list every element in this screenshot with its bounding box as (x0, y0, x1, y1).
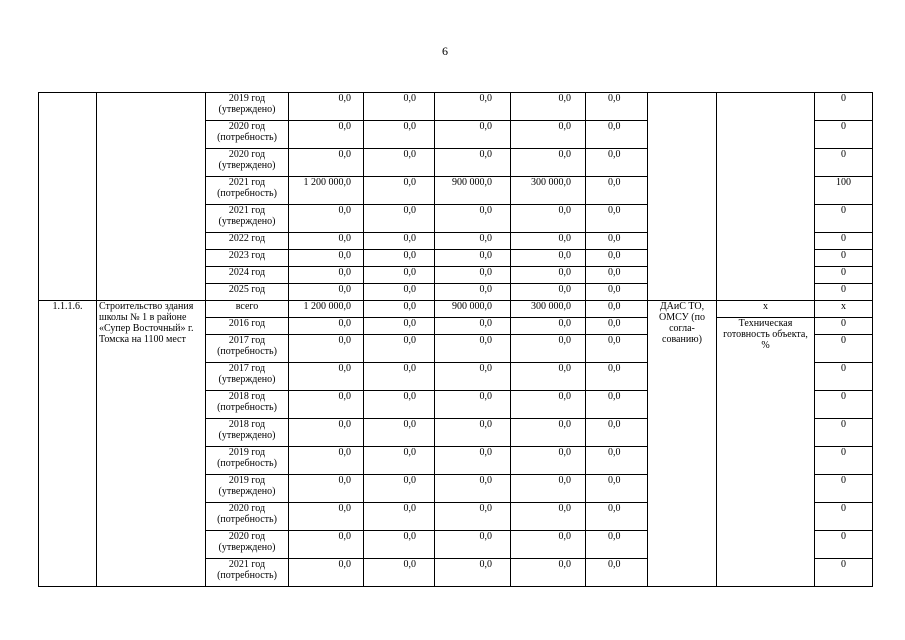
indicator-value: 100 (815, 177, 873, 205)
amount-cell: 0,0 (435, 233, 511, 250)
year-label: 2017 год (утверждено) (206, 363, 289, 391)
amount-cell: 0,0 (364, 475, 435, 503)
amount-cell: 0,0 (435, 503, 511, 531)
amount-cell: 0,0 (511, 531, 586, 559)
amount-cell: 0,0 (435, 267, 511, 284)
amount-cell: 0,0 (364, 177, 435, 205)
indicator-value: 0 (815, 250, 873, 267)
year-label: всего (206, 301, 289, 318)
amount-cell: 0,0 (586, 363, 648, 391)
amount-cell: 0,0 (586, 391, 648, 419)
amount-cell: 0,0 (364, 250, 435, 267)
amount-cell: 0,0 (364, 559, 435, 587)
item-name-cell (97, 93, 206, 301)
amount-cell: 0,0 (289, 267, 364, 284)
year-label: 2019 год (утверждено) (206, 475, 289, 503)
indicator-value: 0 (815, 284, 873, 301)
amount-cell: 0,0 (586, 121, 648, 149)
amount-cell: 0,0 (511, 475, 586, 503)
indicator-cell (717, 93, 815, 301)
amount-cell: 0,0 (511, 318, 586, 335)
amount-cell: 300 000,0 (511, 301, 586, 318)
amount-cell: 0,0 (435, 363, 511, 391)
item-number: 1.1.1.6. (39, 301, 97, 587)
amount-cell: 0,0 (435, 284, 511, 301)
amount-cell: 0,0 (511, 559, 586, 587)
indicator-value: 0 (815, 559, 873, 587)
amount-cell: 0,0 (435, 318, 511, 335)
amount-cell: 0,0 (435, 149, 511, 177)
amount-cell: 0,0 (586, 419, 648, 447)
indicator-value: 0 (815, 475, 873, 503)
amount-cell: 300 000,0 (511, 177, 586, 205)
amount-cell: 0,0 (364, 267, 435, 284)
amount-cell: 0,0 (364, 149, 435, 177)
amount-cell: 0,0 (289, 233, 364, 250)
table-row (39, 93, 873, 121)
amount-cell: 0,0 (511, 447, 586, 475)
amount-cell: 0,0 (511, 267, 586, 284)
amount-cell: 0,0 (511, 363, 586, 391)
amount-cell: 0,0 (435, 419, 511, 447)
amount-cell: 0,0 (586, 284, 648, 301)
amount-cell: 0,0 (364, 363, 435, 391)
table-row (39, 301, 873, 318)
indicator-value: 0 (815, 447, 873, 475)
amount-cell: 0,0 (586, 531, 648, 559)
amount-cell: 0,0 (364, 93, 435, 121)
amount-cell: 0,0 (586, 93, 648, 121)
amount-cell: 0,0 (435, 205, 511, 233)
indicator-value: 0 (815, 391, 873, 419)
year-label: 2025 год (206, 284, 289, 301)
year-label: 2020 год (потребность) (206, 121, 289, 149)
amount-cell: 0,0 (586, 250, 648, 267)
indicator-name: Техническая готовность объекта, % (717, 318, 815, 587)
budget-table (38, 92, 873, 587)
year-label: 2021 год (потребность) (206, 559, 289, 587)
year-label: 2022 год (206, 233, 289, 250)
indicator-value: 0 (815, 233, 873, 250)
amount-cell: 0,0 (511, 205, 586, 233)
amount-cell: 0,0 (586, 233, 648, 250)
amount-cell: 0,0 (586, 149, 648, 177)
amount-cell: 0,0 (289, 503, 364, 531)
amount-cell: 0,0 (364, 419, 435, 447)
amount-cell: 0,0 (289, 531, 364, 559)
year-label: 2018 год (утверждено) (206, 419, 289, 447)
executor-cell (648, 93, 717, 301)
year-label: 2019 год (потребность) (206, 447, 289, 475)
indicator-mark: x (717, 301, 815, 318)
amount-cell: 0,0 (364, 503, 435, 531)
indicator-value: 0 (815, 93, 873, 121)
amount-cell: 0,0 (364, 447, 435, 475)
indicator-value: 0 (815, 318, 873, 335)
amount-cell: 0,0 (586, 335, 648, 363)
year-label: 2024 год (206, 267, 289, 284)
amount-cell: 0,0 (511, 93, 586, 121)
amount-cell: 0,0 (289, 93, 364, 121)
amount-cell: 0,0 (289, 205, 364, 233)
amount-cell: 0,0 (364, 318, 435, 335)
amount-cell: 0,0 (435, 447, 511, 475)
amount-cell: 0,0 (586, 503, 648, 531)
amount-cell: 0,0 (364, 531, 435, 559)
amount-cell: 0,0 (586, 205, 648, 233)
amount-cell: 0,0 (364, 284, 435, 301)
year-label: 2018 год (потребность) (206, 391, 289, 419)
amount-cell: 0,0 (289, 250, 364, 267)
amount-cell: 0,0 (435, 93, 511, 121)
indicator-value: x (815, 301, 873, 318)
amount-cell: 0,0 (289, 391, 364, 419)
year-label: 2020 год (утверждено) (206, 149, 289, 177)
amount-cell: 0,0 (289, 121, 364, 149)
year-label: 2023 год (206, 250, 289, 267)
amount-cell: 0,0 (586, 177, 648, 205)
year-label: 2021 год (потребность) (206, 177, 289, 205)
executor: ДАиС ТО, ОМСУ (по согла-сованию) (648, 301, 717, 587)
amount-cell: 0,0 (586, 559, 648, 587)
amount-cell: 0,0 (289, 447, 364, 475)
amount-cell: 0,0 (586, 447, 648, 475)
amount-cell: 0,0 (289, 318, 364, 335)
amount-cell: 0,0 (364, 121, 435, 149)
amount-cell: 0,0 (289, 284, 364, 301)
amount-cell: 1 200 000,0 (289, 301, 364, 318)
indicator-value: 0 (815, 205, 873, 233)
year-label: 2021 год (утверждено) (206, 205, 289, 233)
amount-cell: 0,0 (435, 121, 511, 149)
amount-cell: 0,0 (435, 475, 511, 503)
year-label: 2016 год (206, 318, 289, 335)
amount-cell: 900 000,0 (435, 301, 511, 318)
amount-cell: 0,0 (364, 335, 435, 363)
year-label: 2017 год (потребность) (206, 335, 289, 363)
amount-cell: 0,0 (289, 363, 364, 391)
indicator-value: 0 (815, 121, 873, 149)
amount-cell: 900 000,0 (435, 177, 511, 205)
amount-cell: 0,0 (435, 559, 511, 587)
amount-cell: 0,0 (289, 335, 364, 363)
amount-cell: 0,0 (435, 531, 511, 559)
amount-cell: 0,0 (511, 284, 586, 301)
amount-cell: 0,0 (511, 149, 586, 177)
indicator-value: 0 (815, 149, 873, 177)
year-label: 2019 год (утверждено) (206, 93, 289, 121)
amount-cell: 0,0 (511, 391, 586, 419)
amount-cell: 0,0 (364, 391, 435, 419)
indicator-value: 0 (815, 267, 873, 284)
amount-cell: 0,0 (511, 503, 586, 531)
amount-cell: 0,0 (586, 301, 648, 318)
indicator-value: 0 (815, 503, 873, 531)
indicator-value: 0 (815, 363, 873, 391)
amount-cell: 0,0 (511, 250, 586, 267)
item-name: Строительство здания школы № 1 в районе «Супер Восточный» г. Томска на 1100 мест (97, 301, 206, 587)
item-number-cell (39, 93, 97, 301)
amount-cell: 0,0 (586, 318, 648, 335)
amount-cell: 0,0 (435, 250, 511, 267)
amount-cell: 0,0 (364, 301, 435, 318)
indicator-value: 0 (815, 419, 873, 447)
amount-cell: 0,0 (289, 149, 364, 177)
amount-cell: 0,0 (435, 391, 511, 419)
amount-cell: 0,0 (511, 419, 586, 447)
page-number: 6 (442, 44, 448, 58)
amount-cell: 0,0 (289, 475, 364, 503)
amount-cell: 0,0 (289, 419, 364, 447)
year-label: 2020 год (потребность) (206, 503, 289, 531)
amount-cell: 1 200 000,0 (289, 177, 364, 205)
amount-cell: 0,0 (364, 205, 435, 233)
amount-cell: 0,0 (435, 335, 511, 363)
amount-cell: 0,0 (289, 559, 364, 587)
amount-cell: 0,0 (586, 475, 648, 503)
amount-cell: 0,0 (511, 335, 586, 363)
indicator-value: 0 (815, 531, 873, 559)
amount-cell: 0,0 (511, 233, 586, 250)
amount-cell: 0,0 (364, 233, 435, 250)
amount-cell: 0,0 (586, 267, 648, 284)
amount-cell: 0,0 (511, 121, 586, 149)
year-label: 2020 год (утверждено) (206, 531, 289, 559)
indicator-value: 0 (815, 335, 873, 363)
